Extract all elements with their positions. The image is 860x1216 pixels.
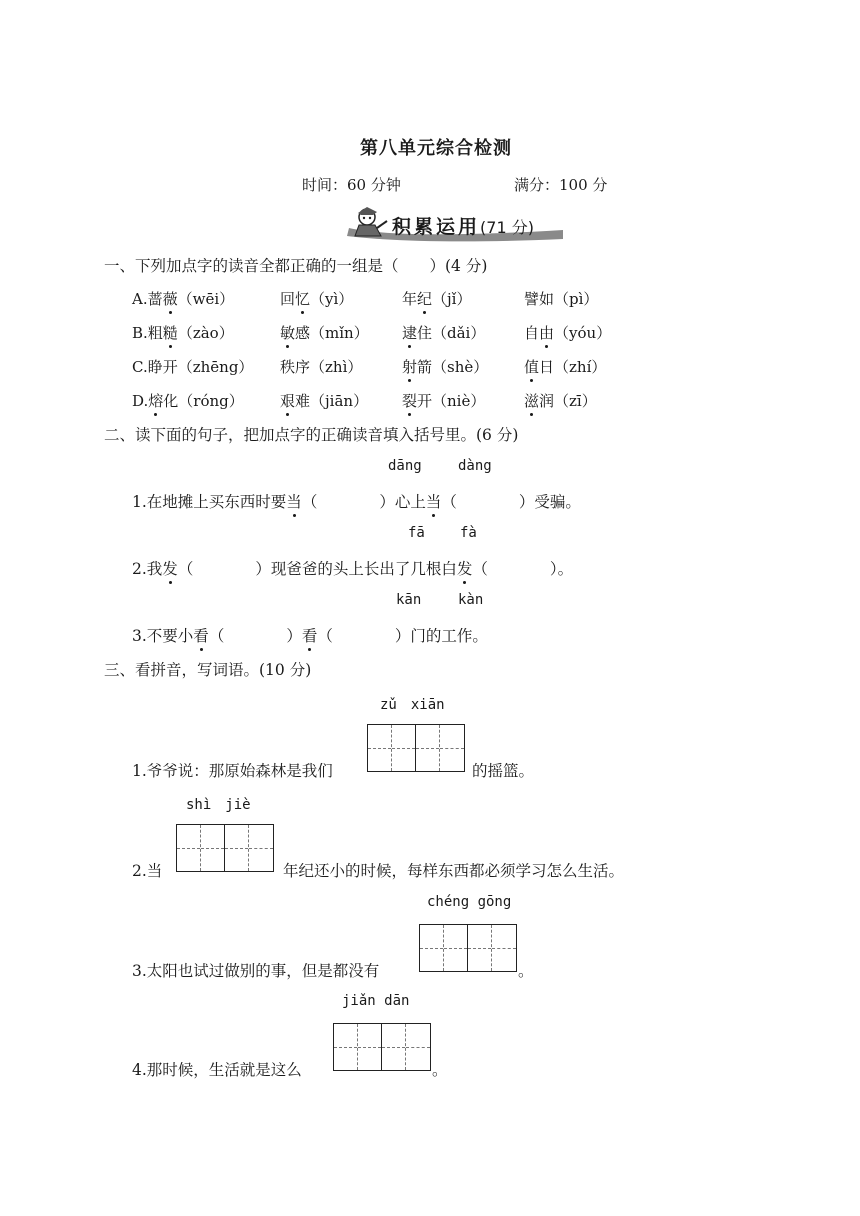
q3-item1-writing-grid[interactable] — [367, 724, 465, 772]
q1-option-b-word-2 — [280, 322, 369, 343]
q2-item2-pinyin-a: fā — [408, 525, 425, 541]
q3-item4-after: 。 — [432, 1061, 448, 1079]
option-text: 年 — [402, 290, 418, 308]
dotted-char: 由 — [539, 324, 555, 342]
q2-item2-text-a: 2.我 — [132, 560, 163, 578]
q3-item2-before: 2.当 — [132, 862, 163, 880]
q1-option-a-word-3 — [402, 288, 471, 309]
option-text: （wēi） — [177, 290, 235, 308]
option-text: 润（zī） — [539, 392, 597, 410]
q3-item3-before: 3.太阳也试过做别的事，但是都没有 — [132, 962, 380, 980]
grid-cell — [201, 825, 225, 871]
dotted-char: 值 — [524, 358, 540, 376]
q3-stem: 三、看拼音，写词语。(10 分) — [104, 661, 312, 679]
option-text: 回 — [280, 290, 296, 308]
q2-item2-dotted-char-a: 发 — [162, 557, 178, 579]
option-text: 自 — [524, 324, 540, 342]
time-limit: 时间：60 分钟 — [302, 176, 401, 194]
dotted-char: 敏 — [280, 324, 296, 342]
q3-item4-before: 4.那时候，生活就是这么 — [132, 1061, 302, 1079]
q3-item1-after: 的摇篮。 — [472, 762, 535, 780]
dotted-char: 裂 — [402, 392, 418, 410]
option-text: （zào） — [177, 324, 234, 342]
grid-cell — [420, 925, 444, 971]
q1-option-a-word-2 — [280, 288, 353, 309]
grid-cell — [444, 925, 468, 971]
q1-option-d-word-4 — [524, 390, 597, 411]
dotted-char: 糙 — [162, 324, 178, 342]
option-text: 如（pì） — [539, 290, 599, 308]
q2-item3-sentence — [132, 624, 488, 646]
q2-item2-dotted-char-b: 发 — [457, 557, 473, 579]
dotted-char: 熔 — [148, 392, 164, 410]
banner-label — [392, 212, 534, 239]
grid-cell — [468, 925, 492, 971]
full-score: 满分：100 分 — [514, 176, 608, 194]
q1-option-a-word-1 — [132, 288, 234, 309]
q2-item3-dotted-char-a: 看 — [193, 624, 209, 646]
page-title: 第八单元综合检测 — [360, 138, 512, 159]
option-text: D. — [132, 392, 149, 410]
option-text: 开（zhēng） — [162, 358, 254, 376]
q2-item2-sentence — [132, 557, 573, 579]
dotted-char: 滋 — [524, 392, 540, 410]
option-text: 化（róng） — [163, 392, 244, 410]
option-text: （jǐ） — [432, 290, 472, 308]
q1-option-b-word-4 — [524, 322, 611, 343]
q2-item2-text-c: ）。 — [549, 560, 574, 578]
q1-option-d-word-2 — [280, 390, 368, 411]
q1-option-d-word-3 — [402, 390, 485, 411]
banner-score: (71 分) — [480, 218, 534, 237]
q2-stem: 二、读下面的句子，把加点字的正确读音填入括号里。(6 分) — [104, 426, 519, 444]
option-text: 难（jiān） — [295, 392, 369, 410]
q1-option-c-word-3 — [402, 356, 488, 377]
q2-item3-open-paren-b: （ — [317, 627, 333, 645]
option-text: 譬 — [524, 290, 540, 308]
dotted-char: 忆 — [295, 290, 311, 308]
section-banner — [345, 206, 567, 242]
q3-item4-writing-grid[interactable] — [333, 1023, 431, 1071]
q1-option-a-word-4 — [524, 288, 598, 309]
q2-item1-dotted-char-a: 当 — [286, 490, 302, 512]
grid-cell — [358, 1024, 382, 1070]
grid-cell — [225, 825, 249, 871]
grid-cell — [406, 1024, 430, 1070]
q3-item4-pinyin: jiǎn dān — [342, 993, 410, 1009]
q2-item3-text-a: 3.不要小 — [132, 627, 194, 645]
option-text: 住（dǎi） — [417, 324, 486, 342]
grid-cell — [249, 825, 273, 871]
q2-item3-text-b: ） — [286, 627, 302, 645]
option-text: （yóu） — [554, 324, 612, 342]
q3-item1-pinyin: zǔ xiān — [380, 697, 445, 713]
dotted-char: 艰 — [280, 392, 296, 410]
q2-item1-text-a: 1.在地摊上买东西时要 — [132, 493, 287, 511]
q2-item1-open-paren-a: （ — [301, 493, 318, 511]
option-text: （yì） — [310, 290, 354, 308]
grid-cell — [416, 725, 440, 771]
q3-item3-pinyin: chéng gōng — [427, 894, 512, 910]
q2-item1-sentence — [132, 490, 581, 512]
banner-title: 积累运用 — [392, 216, 481, 238]
grid-cell — [177, 825, 201, 871]
grid-cell — [492, 925, 516, 971]
option-text: 感（mǐn） — [295, 324, 369, 342]
option-text: B.粗 — [132, 324, 163, 342]
option-text: 开（niè） — [417, 392, 486, 410]
grid-cell — [334, 1024, 358, 1070]
option-text: 箭（shè） — [417, 358, 489, 376]
q2-item1-dotted-char-b: 当 — [426, 490, 442, 512]
dotted-char: 薇 — [162, 290, 178, 308]
grid-cell — [392, 725, 416, 771]
grid-cell — [382, 1024, 406, 1070]
q2-item2-open-paren-b: （ — [472, 560, 488, 578]
q2-item3-pinyin-a: kān — [396, 592, 422, 608]
q1-option-c-word-1 — [132, 356, 253, 377]
q2-item1-text-b: ）心上 — [379, 493, 426, 511]
q2-item1-text-c: ）受骗。 — [518, 493, 581, 511]
option-text: A.蔷 — [132, 290, 163, 308]
q3-item3-after: 。 — [518, 962, 534, 980]
q2-item2-open-paren-a: （ — [177, 560, 194, 578]
q3-item2-after: 年纪还小的时候，每样东西都必须学习怎么生活。 — [283, 862, 625, 880]
q1-option-d-word-1 — [132, 390, 244, 411]
q2-item1-pinyin-b: dàng — [458, 458, 492, 474]
q1-option-b-word-1 — [132, 322, 234, 343]
option-text: 日（zhí） — [539, 358, 607, 376]
q2-item2-pinyin-b: fà — [460, 525, 477, 541]
dotted-char: 纪 — [417, 290, 433, 308]
option-text: 秩 — [280, 358, 296, 376]
cartoon-kid-icon — [347, 206, 391, 242]
grid-cell — [368, 725, 392, 771]
dotted-char: 逮 — [402, 324, 418, 342]
q2-item1-pinyin-a: dāng — [388, 458, 422, 474]
dotted-char: 射 — [402, 358, 418, 376]
q1-option-c-word-2 — [280, 356, 362, 377]
q3-item1-before: 1.爷爷说：那原始森林是我们 — [132, 762, 333, 780]
q2-item3-dotted-char-b: 看 — [302, 624, 318, 646]
q2-item3-open-paren-a: （ — [208, 627, 225, 645]
q1-option-b-word-3 — [402, 322, 485, 343]
q3-item3-writing-grid[interactable] — [419, 924, 517, 972]
grid-cell — [440, 725, 464, 771]
q1-stem: 一、下列加点字的读音全都正确的一组是（ ）(4 分) — [104, 257, 488, 275]
q2-item1-open-paren-b: （ — [441, 493, 457, 511]
q2-item2-text-b: ）现爸爸的头上长出了几根白 — [255, 560, 457, 578]
q1-option-c-word-4 — [524, 356, 606, 377]
q2-item3-text-c: ）门的工作。 — [394, 627, 488, 645]
option-text: 序（zhì） — [295, 358, 363, 376]
q2-item3-pinyin-b: kàn — [458, 592, 484, 608]
option-text: C.睁 — [132, 358, 163, 376]
q3-item2-writing-grid[interactable] — [176, 824, 274, 872]
q3-item2-pinyin: shì jiè — [186, 797, 251, 813]
